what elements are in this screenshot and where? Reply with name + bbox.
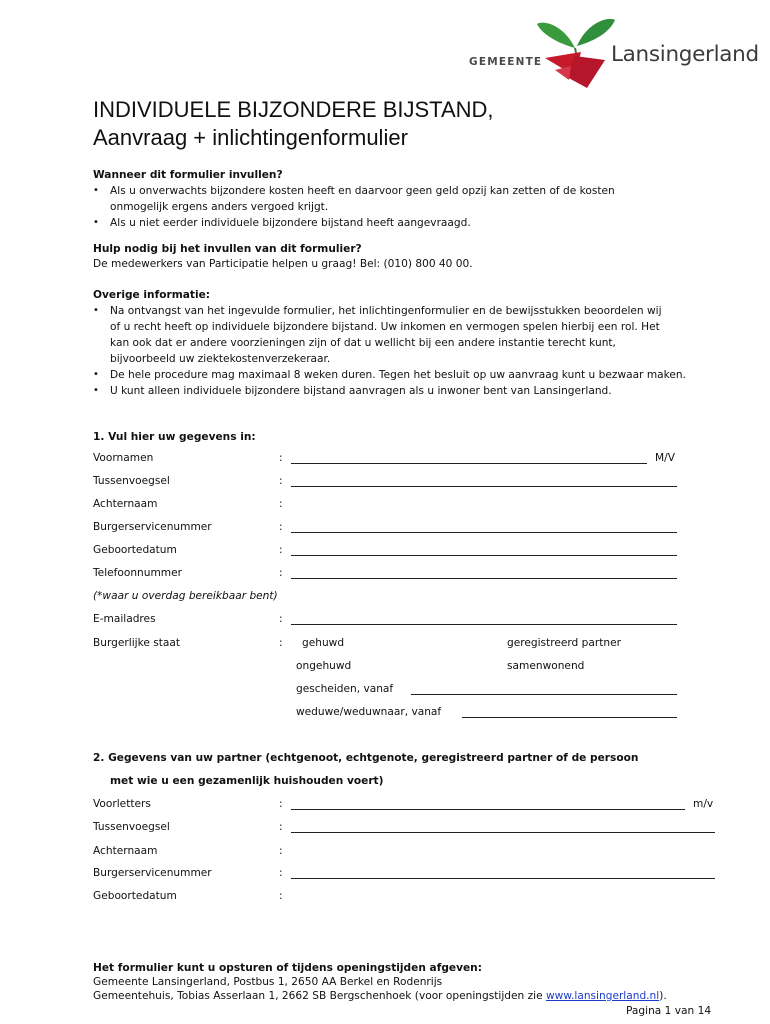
option-geregistreerd-partner[interactable]: geregistreerd partner bbox=[507, 637, 621, 649]
label-partner-geboortedatum: Geboortedatum bbox=[93, 890, 177, 902]
colon: : bbox=[279, 821, 283, 833]
other-heading: Overige informatie: bbox=[93, 289, 210, 301]
colon: : bbox=[279, 890, 283, 902]
colon: : bbox=[279, 867, 283, 879]
label-voorletters: Voorletters bbox=[93, 798, 151, 810]
partner-gender-mv-label: m/v bbox=[693, 798, 714, 810]
label-partner-tussenvoegsel: Tussenvoegsel bbox=[93, 821, 170, 833]
option-weduwe[interactable]: weduwe/weduwnaar, vanaf bbox=[296, 706, 442, 718]
colon: : bbox=[279, 567, 283, 579]
footer-address-1: Gemeente Lansingerland, Postbus 1, 2650 AA Berkel en Rodenrijs bbox=[93, 976, 443, 988]
email-field[interactable] bbox=[291, 624, 677, 625]
when-bullet-1-line-2: onmogelijk ergens anders vergoed krijgt. bbox=[110, 201, 329, 213]
voornamen-field[interactable] bbox=[291, 463, 647, 464]
logo-gemeente-text: GEMEENTE bbox=[469, 56, 543, 68]
tussenvoegsel-field[interactable] bbox=[291, 486, 677, 487]
section-2-heading-line-2: met wie u een gezamenlijk huishouden voert) bbox=[110, 775, 384, 787]
option-gescheiden[interactable]: gescheiden, vanaf bbox=[296, 683, 394, 695]
other-bullet-3: U kunt alleen individuele bijzondere bijstand aanvragen als u inwoner bent van Lansingerland. bbox=[110, 385, 612, 397]
partner-tussenvoegsel-field[interactable] bbox=[291, 832, 715, 833]
logo-name-text: Lansingerland bbox=[611, 42, 759, 67]
when-heading: Wanneer dit formulier invullen? bbox=[93, 169, 283, 181]
gescheiden-date-field[interactable] bbox=[411, 694, 677, 695]
bullet-icon: • bbox=[93, 217, 99, 228]
logo-mark-icon bbox=[535, 14, 615, 90]
footer-address-2 bbox=[93, 988, 667, 1004]
footer-address-2-text: Gemeentehuis, Tobias Asserlaan 1, 2662 SB Bergschenhoek (voor openingstijden zie bbox=[93, 990, 546, 1002]
other-bullet-2: De hele procedure mag maximaal 8 weken duren. Tegen het besluit op uw aanvraag kunt u bezwaar maken. bbox=[110, 369, 686, 381]
label-tussenvoegsel: Tussenvoegsel bbox=[93, 475, 170, 487]
title-line-2: Aanvraag + inlichtingenformulier bbox=[93, 125, 408, 150]
section-1-heading: 1. Vul hier uw gegevens in: bbox=[93, 431, 256, 443]
municipality-logo bbox=[463, 14, 763, 94]
label-partner-bsn: Burgerservicenummer bbox=[93, 867, 212, 879]
when-bullet-2: Als u niet eerder individuele bijzondere bijstand heeft aangevraagd. bbox=[110, 217, 471, 229]
geboortedatum-field[interactable] bbox=[291, 555, 677, 556]
telefoon-field[interactable] bbox=[291, 578, 677, 579]
label-email: E-mailadres bbox=[93, 613, 156, 625]
colon: : bbox=[279, 498, 283, 510]
footer-heading: Het formulier kunt u opsturen of tijdens openingstijden afgeven: bbox=[93, 962, 482, 974]
gender-mv-label: M/V bbox=[655, 452, 675, 464]
title-line-1: INDIVIDUELE BIJZONDERE BIJSTAND, bbox=[93, 97, 494, 122]
other-bullet-1-line-1: Na ontvangst van het ingevulde formulier, het inlichtingenformulier en de bewijsstukken beoordelen wij bbox=[110, 305, 662, 317]
colon: : bbox=[279, 845, 283, 857]
label-geboortedatum: Geboortedatum bbox=[93, 544, 177, 556]
label-achternaam: Achternaam bbox=[93, 498, 158, 510]
label-bsn: Burgerservicenummer bbox=[93, 521, 212, 533]
bullet-icon: • bbox=[93, 369, 99, 380]
colon: : bbox=[279, 613, 283, 625]
when-bullet-1-line-1: Als u onverwachts bijzondere kosten heeft en daarvoor geen geld opzij kan zetten of de kosten bbox=[110, 185, 615, 197]
label-telefoon: Telefoonnummer bbox=[93, 567, 182, 579]
bullet-icon: • bbox=[93, 385, 99, 396]
partner-bsn-field[interactable] bbox=[291, 878, 715, 879]
weduwe-date-field[interactable] bbox=[462, 717, 677, 718]
help-heading: Hulp nodig bij het invullen van dit formulier? bbox=[93, 243, 362, 255]
telefoon-note: (*waar u overdag bereikbaar bent) bbox=[93, 590, 278, 602]
page-title bbox=[93, 96, 494, 152]
colon: : bbox=[279, 521, 283, 533]
page-number: Pagina 1 van 14 bbox=[626, 1005, 712, 1017]
partner-voorletters-field[interactable] bbox=[291, 809, 685, 810]
other-bullet-1-line-3: kan ook dat er andere voorzieningen zijn of dat u wellicht bij een andere instantie terecht kunt, bbox=[110, 337, 616, 349]
other-bullet-1-line-2: of u recht heeft op individuele bijzondere bijstand. Uw inkomen en vermogen spelen hierbij een rol. Het bbox=[110, 321, 660, 333]
colon: : bbox=[279, 637, 283, 649]
colon: : bbox=[279, 544, 283, 556]
colon: : bbox=[279, 475, 283, 487]
label-burgerlijke-staat: Burgerlijke staat bbox=[93, 637, 181, 649]
colon: : bbox=[279, 452, 283, 464]
colon: : bbox=[279, 798, 283, 810]
option-ongehuwd[interactable]: ongehuwd bbox=[296, 660, 352, 672]
bullet-icon: • bbox=[93, 305, 99, 316]
website-link[interactable]: www.lansingerland.nl bbox=[546, 990, 660, 1002]
section-2-heading-line-1: 2. Gegevens van uw partner (echtgenoot, echtgenote, geregistreerd partner of de persoon bbox=[93, 752, 639, 764]
option-samenwonend[interactable]: samenwonend bbox=[507, 660, 585, 672]
bsn-field[interactable] bbox=[291, 532, 677, 533]
bullet-icon: • bbox=[93, 185, 99, 196]
label-voornamen: Voornamen bbox=[93, 452, 154, 464]
label-partner-achternaam: Achternaam bbox=[93, 845, 158, 857]
footer-address-2-end: ). bbox=[659, 990, 667, 1002]
other-bullet-1-line-4: bijvoorbeeld uw ziektekostenverzekeraar. bbox=[110, 353, 331, 365]
option-gehuwd[interactable]: gehuwd bbox=[302, 637, 345, 649]
help-text: De medewerkers van Participatie helpen u graag! Bel: (010) 800 40 00. bbox=[93, 258, 473, 270]
